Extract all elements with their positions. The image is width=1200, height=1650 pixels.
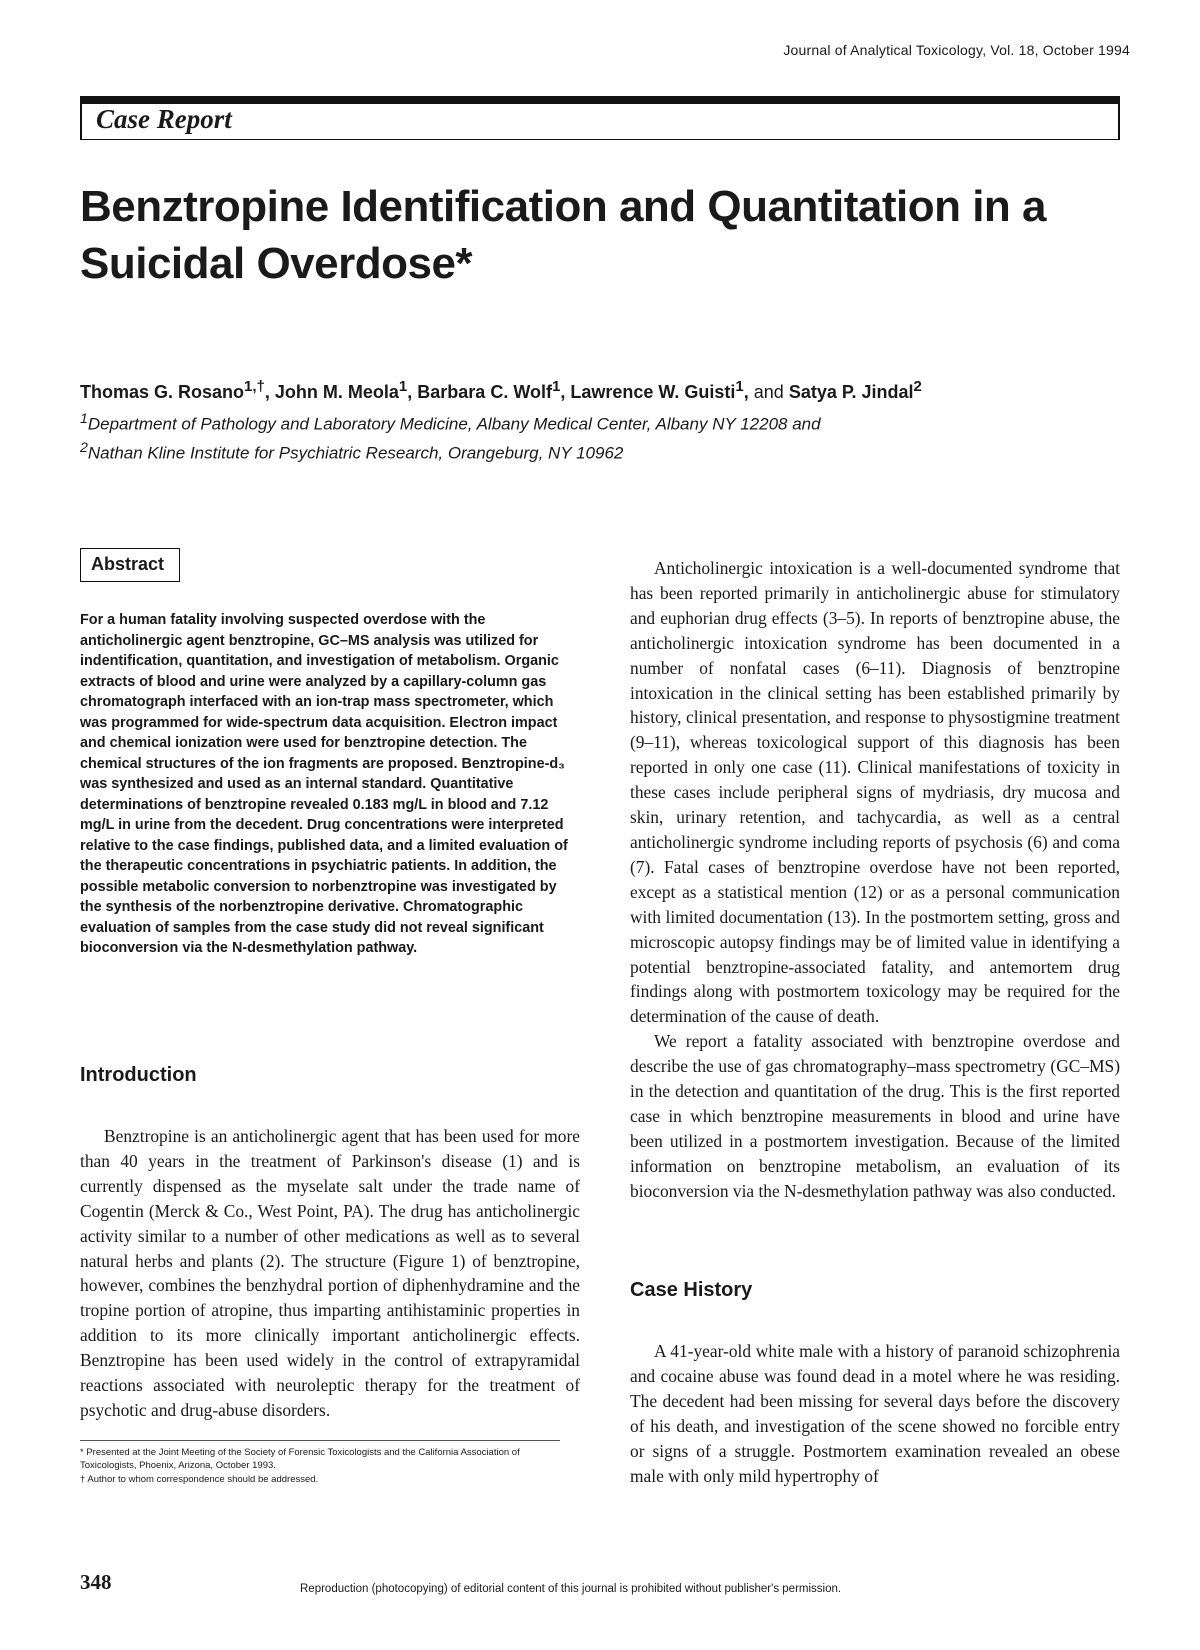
- affiliation-text: Department of Pathology and Laboratory Medicine, Albany Medical Center, Albany NY 12208 and: [87, 414, 821, 434]
- affiliation-mark: 2: [80, 440, 88, 456]
- author-name: Satya P. Jindal: [788, 382, 914, 402]
- right-column-body: [630, 556, 1120, 1204]
- footnote: † Author to whom correspondence should be addressed.: [80, 1474, 319, 1485]
- author-affiliation-mark: 1,†: [244, 378, 265, 395]
- author-name: Barbara C. Wolf: [417, 382, 552, 402]
- section-label: Case Report: [96, 104, 232, 134]
- case-history-heading: Case History: [630, 1279, 753, 1301]
- case-history-body: [630, 1339, 1120, 1488]
- footnotes: [80, 1447, 560, 1489]
- author-affiliation-mark: 1: [398, 378, 408, 395]
- introduction-heading: Introduction: [80, 1064, 197, 1086]
- author-name: Lawrence W. Guisti: [570, 382, 736, 402]
- abstract-heading: Abstract: [91, 554, 165, 574]
- abstract-heading-box: [80, 548, 180, 582]
- banner-rule: [80, 96, 1120, 104]
- affiliation: [80, 440, 1080, 464]
- footnote: * Presented at the Joint Meeting of the Society of Forensic Toxicologists and the California Association of Toxicologists, Phoenix, Arizona, October 1993.: [80, 1447, 520, 1471]
- author-name: Thomas G. Rosano: [80, 382, 245, 402]
- author-conjunction: and: [753, 382, 784, 402]
- abstract-text: For a human fatality involving suspected overdose with the anticholinergic agent benztropine, GC–MS analysis was utilized for indentification, quantitation, and investigation of metabolism. Organic extracts of blood and urine were analyzed by a capillary-column gas chromatograph interfaced with an ion-trap mass spectrometer, which was programmed for wide-spectrum data acquisition. Electron impact and chemical ionization were used for benztropine detection. The chemical structures of the ion fragments are proposed. Benztropine-d₃ was synthesized and used as an internal standard. Quantitative determinations of benztropine revealed 0.183 mg/L in blood and 7.12 mg/L in urine from the decedent. Drug concentrations were interpreted relative to the case findings, published data, and a limited evaluation of the therapeutic concentrations in psychiatric patients. In addition, the possible metabolic conversion to norbenztropine was investigated by the synthesis of the norbenztropine derivative. Chromatographic evaluation of samples from the case study did not reveal significant bioconversion via the N-desmethylation pathway.: [80, 612, 568, 956]
- banner-left-edge: [80, 96, 82, 140]
- section-banner: [80, 96, 1120, 140]
- running-head: Journal of Analytical Toxicology, Vol. 18, October 1994: [783, 42, 1130, 58]
- banner-right-edge: [1118, 96, 1120, 140]
- affiliation-text: Nathan Kline Institute for Psychiatric Research, Orangeburg, NY 10962: [87, 443, 624, 463]
- affiliation-mark: 1: [80, 411, 88, 427]
- title-line-2: Suicidal Overdose*: [80, 239, 473, 288]
- author-list: Thomas G. Rosano$^{1,\dagger}$, John M. Meola$^1$, Barbara C. Wolf$^1$, Lawrence W. Guisti$^1$, and Satya P. Jindal$^2$: [80, 378, 922, 402]
- footer-notice: Reproduction (photocopying) of editorial content of this journal is prohibited without publisher's permission.: [300, 1583, 842, 1595]
- author-affiliation-mark: 1: [551, 378, 561, 395]
- body-paragraph: A 41-year-old white male with a history of paranoid schizophrenia and cocaine abuse was found dead in a motel where he was residing. The decedent had been missing for several days before the discovery of his death, and investigation of the scene showed no forcible entry or signs of a struggle. Postmortem examination revealed an obese male with only mild hypertrophy of: [630, 1341, 1120, 1486]
- footnote-rule: [80, 1440, 560, 1441]
- author-name: John M. Meola: [274, 382, 399, 402]
- introduction-text: Benztropine is an anticholinergic agent that has been used for more than 40 years in the treatment of Parkinson's disease (1) and is currently dispensed as the myselate salt under the trade name of Cogentin (Merck & Co., West Point, PA). The drug has anticholinergic activity similar to a number of other medications as well as to several natural herbs and plants (2). The structure (Figure 1) of benztropine, however, combines the benzhydral portion of diphenhydramine and the tropine portion of atropine, thus imparting antihistaminic properties in addition to its more clinically important anticholinergic effects. Benztropine has been used widely in the control of extrapyramidal reactions associated with neuroleptic therapy for the treatment of psychotic and drug-abuse disorders.: [80, 1126, 580, 1420]
- article-title: [80, 178, 1080, 292]
- body-paragraph: We report a fatality associated with benztropine overdose and describe the use of gas chromatography–mass spectrometry (GC–MS) in the detection and quantitation of the drug. This is the first reported case in which benztropine measurements in blood and urine have been utilized in a postmortem investigation. Because of the limited information on benztropine metabolism, an evaluation of its bioconversion via the N-desmethylation pathway was also conducted.: [630, 1031, 1120, 1201]
- page-number: 348: [80, 1570, 112, 1594]
- body-paragraph: Anticholinergic intoxication is a well-documented syndrome that has been reported primarily in anticholinergic abuse for stimulatory and euphorian drug effects (3–5). In reports of benztropine abuse, the anticholinergic intoxication syndrome has been documented in a number of nonfatal cases (6–11). Diagnosis of benztropine intoxication in the clinical setting has been established primarily by history, clinical presentation, and response to physostigmine treatment (9–11), whereas toxicological support of this diagnosis has been reported in only one case (11). Clinical manifestations of toxicity in these cases include peripheral signs of mydriasis, dry mucosa and skin, urinary retention, and tachycardia, as well as a central anticholinergic syndrome including reports of psychosis (6) and coma (7). Fatal cases of benztropine overdose have not been reported, except as a statistical mention (12) or as a personal communication with limited documentation (13). In the postmortem setting, gross and microscopic autopsy findings may be of limited value in identifying a potential benztropine-associated fatality, and antemortem drug findings along with postmortem toxicology may be required for the determination of the cause of death.: [630, 558, 1120, 1027]
- author-affiliation-mark: 1: [735, 378, 744, 395]
- title-line-1: Benztropine Identification and Quantitation in a: [80, 182, 1046, 231]
- banner-bottom-edge: [80, 139, 1120, 140]
- affiliation: [80, 411, 1080, 435]
- author-affiliation-mark: 2: [913, 378, 922, 395]
